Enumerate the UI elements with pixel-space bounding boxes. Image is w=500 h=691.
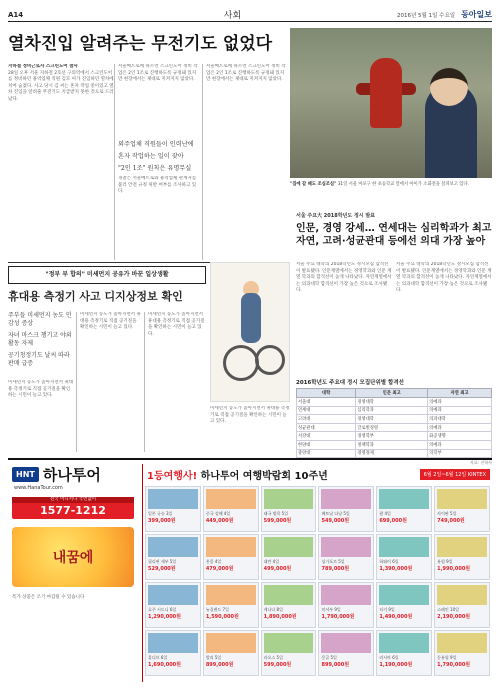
- table-row: [297, 449, 492, 458]
- advertisement: [8, 458, 492, 684]
- ad-product-card[interactable]: [261, 534, 317, 580]
- ad-product-photo: [321, 537, 371, 557]
- ad-product-photo: [148, 633, 198, 653]
- ad-banner-accent: 1등여행사!: [147, 470, 198, 482]
- ad-product-name: 사이판 5일: [437, 511, 457, 516]
- ad-product-name: 러시아 6일: [379, 655, 399, 660]
- ad-product-name: 베트남 다낭 5일: [321, 511, 350, 516]
- ad-product-price: 2,190,000원: [437, 614, 471, 620]
- ad-product-price: 599,000원: [263, 518, 292, 524]
- table-cell: 한양대: [297, 440, 356, 449]
- ad-logo: [12, 464, 138, 485]
- ad-product-photo: [437, 585, 487, 605]
- table-cell: 서울대: [297, 398, 356, 407]
- fire-hydrant: [370, 58, 402, 128]
- article1-body-col1: [8, 64, 114, 260]
- ad-product-card[interactable]: [203, 486, 259, 532]
- ad-brand-name: 하나투어: [42, 466, 101, 484]
- table-source: 자료: 진학사: [470, 460, 492, 466]
- table-cell: 의예과: [428, 423, 492, 432]
- article2-title: 인문, 경영 강세… 연세대는 심리학과가 최고 자연, 고려·성균관대 등에선 의대 가장 높아: [296, 223, 492, 247]
- newspaper-logo: 동아일보: [461, 9, 492, 19]
- ad-product-name: 태국 방콕 5일: [263, 511, 289, 516]
- article3-body-col2: [80, 312, 142, 452]
- ad-product-price: 1,690,000원: [148, 662, 181, 668]
- article3-pull-quote: [8, 312, 74, 372]
- ad-product-photo: [437, 489, 487, 509]
- ad-right-panel: [142, 464, 492, 682]
- ad-product-price: 449,000원: [205, 518, 234, 524]
- article3-body-cont2: 미세먼지 농도가 높아지면서 휴대용 측정기로 직접 공기질을 확인하는 시민이 늘고 있다.: [148, 312, 205, 337]
- ad-product-photo: [379, 489, 429, 509]
- article1-body1: 28일 오후 서울 지하철 2호선 구의역에서 스크린도어를 정비하던 용역업체 직원 김모 씨가 진입하던 열차에 치여 숨졌다. 사고 당시 김 씨는 혼자 작업 중이었고 열차 진입을 알려줄 무전기도 지급받지 못한 것으로 드러났다.: [8, 70, 114, 102]
- article3-body-cont: 미세먼지 농도가 높아지면서 휴대용 측정기로 직접 공기질을 확인하는 시민이 늘고 있다.: [80, 312, 141, 330]
- ad-product-card[interactable]: [203, 582, 259, 628]
- ad-phone-box: [12, 497, 134, 519]
- column-divider: [144, 312, 145, 452]
- ad-phone-sub: 전국 어디서나 국번없이: [12, 497, 134, 503]
- table-header: 인문 최고: [356, 389, 428, 398]
- article3-body: 미세먼지 농도가 높아지면서 휴대용 측정기로 직접 공기질을 확인하는 시민이 늘고 있다.: [8, 380, 74, 398]
- ad-product-name: 홍콩 4일: [205, 559, 222, 564]
- ad-product-name: 호주 시드니 6일: [148, 607, 177, 612]
- ad-product-name: 터키 9일: [379, 607, 395, 612]
- ad-product-card[interactable]: [203, 534, 259, 580]
- page-header: [8, 8, 492, 22]
- ad-product-photo: [148, 489, 198, 509]
- column-divider: [76, 312, 77, 452]
- ad-product-card[interactable]: [376, 582, 432, 628]
- article1-body-col3: [206, 64, 286, 260]
- article2-body-cont: 서울 주요 대학의 2018학년도 정시모집 합격선이 발표됐다. 인문계열에서는 경영학과와 인문 계열 학과의 합격선이 높게 나타났다. 자연계열에서는 의과대학 합격선이 가장 높은 것으로 조사됐다.: [396, 262, 492, 293]
- pull-quote-line: 자녀 마스크 챙기고 야외활동 자제: [8, 332, 72, 347]
- table-cell: 서강대: [297, 432, 356, 441]
- photo-caption-title: "집에 갈 때도 조심조심": [290, 182, 337, 187]
- article3-body-col1: [8, 380, 74, 450]
- table-cell: 성균관대: [297, 423, 356, 432]
- table-cell: 심리학과: [356, 406, 428, 415]
- ad-product-photo: [321, 489, 371, 509]
- page-number: A14: [8, 10, 24, 19]
- ad-product-name: 몽골 5일: [321, 655, 337, 660]
- admission-table-block: [296, 378, 492, 466]
- ad-event-badge: 6월 2일~6월 12일 KINTEX: [420, 469, 490, 480]
- issue-date: 2016년 5월 1일 수요일: [396, 12, 456, 19]
- ad-product-price: 499,000원: [263, 566, 292, 572]
- ad-product-price: 399,000원: [148, 518, 176, 524]
- article1-body2: 서울메트로에 따르면 스크린도어 정비 작업은 2인 1조로 진행하도록 규정돼 있지만 현장에서는 제대로 지켜지지 않았다.: [118, 64, 198, 82]
- ad-banner-text: 하나투어 여행박람회 10주년: [200, 470, 328, 482]
- ad-product-card[interactable]: [376, 534, 432, 580]
- photo-caption: [290, 182, 492, 188]
- table-cell: 경영대학: [356, 415, 428, 424]
- ad-product-photo: [206, 585, 256, 605]
- article1-body3-cont: 서울메트로에 따르면 스크린도어 정비 작업은 2인 1조로 진행하도록 규정돼 있지만 현장에서는 제대로 지켜지지 않았다.: [206, 64, 286, 82]
- ad-product-price: 1,290,000원: [148, 614, 181, 620]
- table-row: [297, 432, 492, 441]
- ad-product-photo: [321, 633, 371, 653]
- ad-product-card[interactable]: [261, 486, 317, 532]
- ad-product-card[interactable]: [145, 534, 201, 580]
- illustration-person: [241, 293, 261, 343]
- article2-kicker: 서울 주요大 2018학년도 정시 발표: [296, 213, 376, 219]
- ad-url[interactable]: www.HanaTour.com: [14, 485, 63, 491]
- pull-quote-line: 주부들 미세먼지 농도 민감성 증상: [8, 312, 72, 327]
- ad-product-name: 발리 5일: [205, 655, 222, 660]
- ad-product-card[interactable]: [376, 630, 432, 676]
- table-row: [297, 415, 492, 424]
- table-cell: 글로벌경영: [356, 423, 428, 432]
- table-cell: 중앙대: [297, 449, 356, 458]
- ad-product-price: 599,000원: [263, 662, 292, 668]
- ad-product-name: 라오스 5일: [263, 655, 283, 660]
- ad-product-name: 동유럽 9일: [437, 655, 457, 660]
- ad-product-photo: [321, 585, 371, 605]
- ad-product-price: 899,000원: [205, 662, 234, 668]
- ad-product-price: 1,790,000원: [321, 614, 355, 620]
- ad-product-price: 1,990,000원: [437, 566, 471, 572]
- ad-product-photo: [264, 633, 314, 653]
- ad-product-photo: [379, 585, 429, 605]
- article3-body-col3: [148, 312, 206, 452]
- ad-product-price: 1,590,000원: [205, 614, 239, 620]
- ad-product-photo: [379, 537, 429, 557]
- table-cell: 의학부: [428, 449, 492, 458]
- ad-product-name: 필리핀 세부 5일: [148, 559, 177, 564]
- admission-table: [296, 388, 492, 458]
- ad-left-panel: [8, 464, 138, 682]
- table-cell: 고려대: [297, 415, 356, 424]
- ad-banner-title: [147, 467, 328, 482]
- bicycle-wheel-front: [223, 345, 259, 381]
- article1-body3: 경찰은 서울메트로와 용역업체 관계자를 불러 안전 규정 위반 여부를 조사하고 있다.: [118, 176, 197, 194]
- table-cell: 화공생명: [428, 432, 492, 441]
- ad-product-grid: [143, 484, 492, 678]
- ad-phone-number: 1577-1212: [40, 504, 106, 517]
- article1-body-col2b: [118, 176, 198, 260]
- ad-product-photo: [206, 489, 256, 509]
- illustration-side-body: 미세먼지 농도가 높아지면서 휴대용 측정기로 직접 공기질을 확인하는 시민이 늘고 있다.: [210, 406, 290, 424]
- column-divider: [202, 64, 203, 260]
- ad-promo-image: 내꿈에: [12, 527, 134, 587]
- ad-banner-bar: [143, 464, 492, 484]
- ad-product-card[interactable]: [261, 582, 317, 628]
- table-header: 대학: [297, 389, 356, 398]
- ad-product-card[interactable]: [376, 486, 432, 532]
- ad-product-price: 549,000원: [321, 518, 350, 524]
- ad-product-name: 싱가포르 5일: [321, 559, 345, 564]
- table-cell: 연세대: [297, 406, 356, 415]
- table-row: [297, 423, 492, 432]
- ad-product-photo: [148, 585, 198, 605]
- ad-product-price: 1,890,000원: [263, 614, 297, 620]
- article3-subhead: 휴대용 측정기 사고 디지상정보 확인: [8, 290, 183, 303]
- article2-body-col1: [296, 262, 392, 374]
- ad-product-name: 대만 4일: [263, 559, 280, 564]
- ad-product-photo: [264, 585, 314, 605]
- ad-product-photo: [206, 633, 256, 653]
- table-header: 자연 최고: [428, 389, 492, 398]
- ad-product-card[interactable]: [318, 486, 374, 532]
- table-cell: 의예과: [428, 406, 492, 415]
- ad-product-name: 일본 규슈 3일: [148, 511, 173, 516]
- article1-pull-quote: [118, 140, 198, 176]
- ad-product-price: 1,790,000원: [437, 662, 471, 668]
- ad-product-price: 1,390,000원: [379, 566, 413, 572]
- article3-box-label: "정부 부 합의" 미세먼지 공유가 바꾼 일상생활: [8, 266, 206, 284]
- ad-product-price: 789,000원: [321, 566, 350, 572]
- table-cell: 의예과: [428, 440, 492, 449]
- ad-product-card[interactable]: [145, 630, 201, 676]
- pull-quote-line: 외주업체 직원들이 인력난에: [118, 141, 194, 148]
- ad-product-photo: [264, 537, 314, 557]
- ad-product-photo: [264, 489, 314, 509]
- pull-quote-line: 혼자 작업하는 일이 잦아: [118, 153, 184, 160]
- bicycle-wheel-back: [255, 345, 285, 375]
- table-cell: 경영대학: [356, 398, 428, 407]
- ad-product-card[interactable]: [434, 486, 490, 532]
- ad-note: 특가 상품은 조기 마감될 수 있습니다: [12, 595, 85, 600]
- ad-product-price: 899,000원: [321, 662, 350, 668]
- ad-product-card[interactable]: [145, 582, 201, 628]
- pull-quote-line: 공기청정기도 날씨 따라 판매 급증: [8, 352, 70, 367]
- hnt-badge: HNT: [12, 467, 39, 482]
- ad-product-card[interactable]: [434, 534, 490, 580]
- pull-quote-line: "2인 1조" 원칙은 유명무실: [118, 165, 192, 172]
- ad-product-price: 749,000원: [437, 518, 465, 524]
- main-headline: 열차진입 알려주는 무전기도 없었다: [8, 34, 273, 54]
- ad-product-photo: [437, 537, 487, 557]
- table-title: 2016학년도 주요대 정시 모집단위별 합격선: [296, 380, 404, 386]
- ad-product-price: 699,000원: [379, 518, 407, 524]
- article1-body-col2: [118, 64, 198, 136]
- bicycle-illustration: [210, 262, 290, 402]
- ad-product-price: 479,000원: [205, 566, 234, 572]
- ad-product-photo: [437, 633, 487, 653]
- ad-product-name: 괌 4일: [379, 511, 391, 516]
- table-cell: 의과대학: [428, 415, 492, 424]
- column-divider: [114, 64, 115, 260]
- child-head: [430, 68, 468, 106]
- table-row: [297, 440, 492, 449]
- ad-product-card[interactable]: [434, 582, 490, 628]
- ad-product-name: 캐나다 8일: [263, 607, 283, 612]
- ad-product-card[interactable]: [318, 534, 374, 580]
- ad-product-card[interactable]: [434, 630, 490, 676]
- photo-caption-text: 31일 서울 마포구 한 초등학교 앞에서 아이가 소화전을 살펴보고 있다.: [337, 182, 469, 187]
- table-cell: 경영학부: [356, 432, 428, 441]
- ad-product-name: 미서부 9일: [321, 607, 341, 612]
- table-row: [297, 398, 492, 407]
- ad-product-name: 하와이 6일: [379, 559, 399, 564]
- table-row: [297, 406, 492, 415]
- ad-product-card[interactable]: [318, 630, 374, 676]
- ad-product-name: 뉴질랜드 7일: [205, 607, 229, 612]
- ad-product-name: 중국 상해 4일: [205, 511, 231, 516]
- table-cell: 정책학과: [356, 440, 428, 449]
- ad-product-card[interactable]: [318, 582, 374, 628]
- ad-product-photo: [206, 537, 256, 557]
- ad-product-card[interactable]: [261, 630, 317, 676]
- section-title: 사회: [223, 11, 242, 21]
- ad-product-price: 529,000원: [148, 566, 176, 572]
- ad-product-photo: [148, 537, 198, 557]
- article1-kicker: 지하철 정비근로자 스크린도어 참사: [8, 64, 78, 69]
- ad-product-photo: [379, 633, 429, 653]
- ad-product-name: 유럽 9일: [437, 559, 453, 564]
- table-header-row: [297, 389, 492, 398]
- ad-product-price: 1,190,000원: [379, 662, 413, 668]
- ad-product-price: 1,490,000원: [379, 614, 413, 620]
- table-cell: 의예과: [428, 398, 492, 407]
- ad-product-name: 스페인 10일: [437, 607, 459, 612]
- ad-product-name: 몰디브 6일: [148, 655, 168, 660]
- ad-product-card[interactable]: [203, 630, 259, 676]
- illustration-side-text: [210, 406, 290, 452]
- hydrant-photo: [290, 28, 492, 178]
- article2-body: 서울 주요 대학의 2018학년도 정시모집 합격선이 발표됐다. 인문계열에서는 경영학과와 인문 계열 학과의 합격선이 높게 나타났다. 자연계열에서는 의과대학 합격선이 가장 높은 것으로 조사됐다.: [296, 262, 392, 293]
- ad-product-card[interactable]: [145, 486, 201, 532]
- table-cell: 경영경제: [356, 449, 428, 458]
- article2-body-col2: [396, 262, 492, 374]
